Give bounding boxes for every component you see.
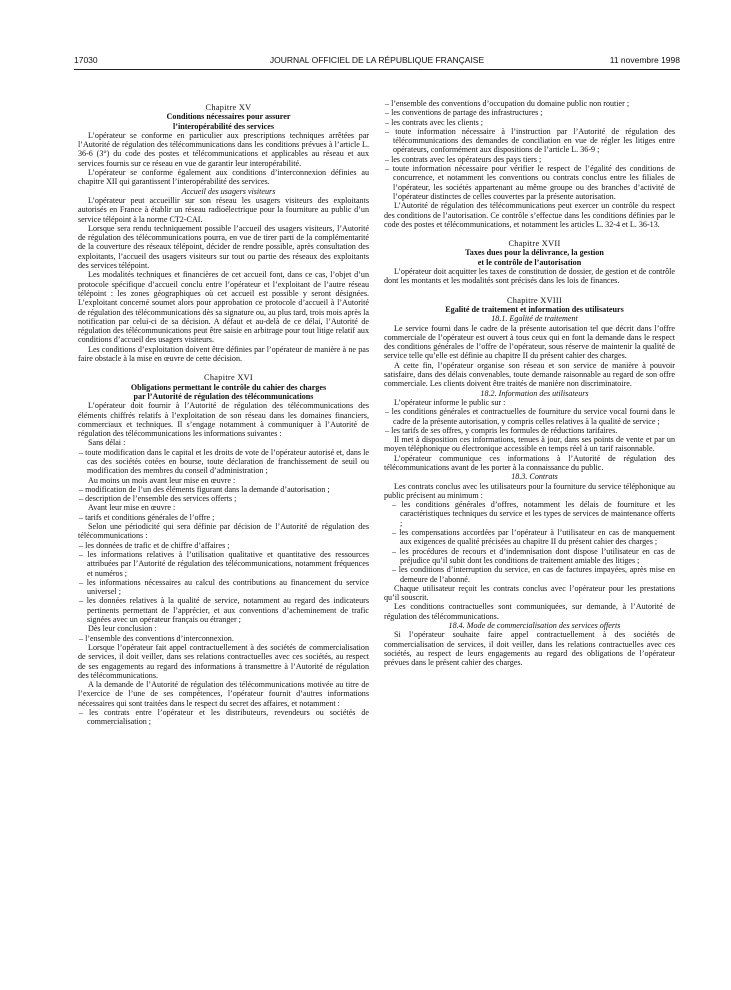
list-item: – les conditions générales et contractuelles de fourniture du service vocal fourni dans le cadre de la présente autorisation, y compris celles relatives à la qualité de service ; [385,407,675,426]
subheading-visiteurs: Accueil des usagers visiteurs [181,186,276,196]
list-item: – l’ensemble des conventions d’interconnexion. [79,633,234,643]
paragraph: L’opérateur communique ces informations à l’Autorité de régulation des télécommunications avant de les porter à la connaissance du public. [384,453,675,472]
paragraph: L’opérateur informe le public sur : [394,397,506,407]
list-item: – les informations nécessaires au calcul des contributions au financement du service universel ; [79,577,369,597]
list-item: – les compensations accordées par l’opérateur à l’utilisateur en cas de manquement aux exigences de qualité précisées au chapitre II du présent cahier des charges ; [392,528,675,547]
paragraph: Lorsque sera rendu techniquement possible l’accueil des usagers visiteurs, l’Autorité de régulation des télécommunications pourra, en vue de tirer parti de la complémentarité de la couverture des réseaux télépoint, décider de rendre possible, après consultation des exploitants, l’accueil des usagers visiteurs sur tout ou partie des réseaux des exploitants des services télépoint. [78,223,369,271]
list-item: – toute modification dans le capital et les droits de vote de l’opérateur autorisé et, dans le cas des sociétés cotées en bourse, toute déclaration de franchissement de seuil ou modification des membres du conseil d’administration ; [79,447,369,476]
paragraph: Le service fourni dans le cadre de la présente autorisation tel que décrit dans l’offre commerciale de l’opérateur est ouvert à tous ceux qui en font la demande dans le respect des conditions générales de l’offre de l’opérateur, sous réserve de maintenir la qualité de service telle qu’elle est définie au chapitre II du présent cahier des charges. [384,323,675,361]
paragraph: L’opérateur doit acquitter les taxes de constitution de dossier, de gestion et de contrôle dont les montants et les modalités sont précisés dans les lois de finances. [384,267,675,286]
paragraph: Les conditions contractuelles sont communiquées, sur demande, à l’Autorité de régulation des télécommunications. [384,602,675,621]
chapter-15-number: Chapitre XV [205,103,252,112]
paragraph: L’opérateur se conforme en particulier aux prescriptions techniques arrêtées par l’Autorité de régulation des télécommunications dans les conditions prévues à l’article L. 36-6 (3°) du code des postes et télécommunications et applicables au réseau et aux services fournis sur ce réseau en vue de garantir leur interopérabilité. [78,130,369,168]
list-item: – les informations relatives à l’utilisation qualitative et quantitative des ressources attribuées par l’Autorité de régulation des télécommunications, notamment fréquences et numéros ; [79,549,369,578]
chapter-16-title: Obligations permettant le contrôle du cahier des charges par l’Autorité de régulation des télécommunications [130,382,327,401]
paragraph: Il met à disposition ces informations, tenues à jour, dans ses points de vente et par un moyen téléphonique ou électronique accessible en temps réel à un tarif raisonnable. [384,435,675,454]
paragraph: Les contrats conclus avec les utilisateurs pour la fourniture du service téléphonique au public précisent au minimum : [384,481,675,500]
list-heading: Avant leur mise en œuvre : [88,503,176,513]
list-item: – les procédures de recours et d’indemnisation dont dispose l’utilisateur en cas de préjudice qu’il subit dont les conditions de traitement amiable des litiges ; [392,546,675,565]
subheading-18-4: 18.4. Mode de commercialisation des services offerts [448,621,621,631]
list-item: – les données relatives à la qualité de service, notamment au regard des indicateurs pertinents permettant de l’apprécier, et aux conventions d’acheminement de trafic signées avec un opérateur français ou étranger ; [79,596,369,625]
paragraph: Selon une périodicité qui sera définie par décision de l’Autorité de régulation des télécommunications : [78,522,369,541]
paragraph: Si l’opérateur souhaite faire appel contractuellement à des sociétés de commercialisation de services, il doit veiller, dans les relations contractuelles avec ces sociétés, au respect de leurs engagements au regard des obligations de l’opérateur prévues dans le présent cahier des charges. [384,630,675,668]
list-heading: Dès leur conclusion : [88,624,157,634]
issue-date: 11 novembre 1998 [609,55,680,65]
list-item: – les contrats avec les opérateurs des pays tiers ; [385,154,542,164]
paragraph: A la demande de l’Autorité de régulation des télécommunications motivée au titre de l’exercice de l’une de ses compétences, l’opérateur fournit d’autres informations nécessaires qui sont traitées dans le respect du secret des affaires, et notamment : [78,680,369,708]
left-column [78,103,369,727]
subheading-18-2: 18.2. Information des utilisateurs [480,388,589,398]
paragraph: Lorsque l’opérateur fait appel contractuellement à des sociétés de commercialisation de services, il doit veiller, dans ses relations contractuelles avec ces sociétés, au respect de ses engagements au regard des informations à transmettre à l’Autorité de régulation des télécommunications. [78,642,369,680]
list-heading: Sans délai : [88,438,126,448]
paragraph: Les conditions d’exploitation doivent être définies par l’opérateur de manière à ne pas faire obstacle à la mise en œuvre de cette décision. [78,344,369,364]
subheading-18-3: 18.3. Contrats [511,472,558,482]
list-item: – les conditions générales d’offres, notamment les délais de fourniture et les caractéristiques techniques du service et les types de services de maintenance offerts ; [392,500,675,528]
chapter-17-number: Chapitre XVII [508,239,561,249]
chapter-15-title: Conditions nécessaires pour assurer l’interopérabilité des services [166,112,291,131]
paragraph: A cette fin, l’opérateur organise son réseau et son service de manière à pouvoir satisfaire, dans des délais convenables, toute demande raisonnable au regard de son offre commerciale. Les clients doivent être traités de manière non discriminatoire. [384,360,675,389]
chapter-17-title: Taxes dues pour la délivrance, la gestion et le contrôle de l’autorisation [465,248,604,267]
paragraph: L’opérateur se conforme également aux conditions d’interconnexion définies au chapitre XII qui garantissent l’interopérabilité des services. [78,168,369,187]
list-item: – les conventions de partage des infrastructures ; [385,108,543,118]
list-item: – les contrats entre l’opérateur et les distributeurs, revendeurs ou sociétés de commercialisation ; [79,708,369,727]
paragraph: L’Autorité de régulation des télécommunications peut exercer un contrôle du respect des conditions de l’autorisation. Ce contrôle s’effectue dans les conditions définies par le code des postes et télécommunications, et notamment les articles L. 32-4 et L. 36-13. [384,201,675,229]
list-item: – les données de trafic et de chiffre d’affaires ; [79,540,230,550]
paragraph: L’opérateur peut accueillir sur son réseau les usagers visiteurs des exploitants autorisés en France à établir un réseau radioélectrique pour la fourniture au public d’un service télépoint à la norme CT2-CAI. [78,195,369,224]
list-item: – les conditions d’interruption du service, en cas de factures impayées, après mise en demeure de l’abonné. [392,565,675,584]
right-column [384,99,675,668]
list-item: – tarifs et conditions générales de l’offre ; [79,512,215,522]
chapter-18-number: Chapitre XVIII [506,295,563,305]
list-item: – toute information nécessaire à l’instruction par l’Autorité de régulation des télécommunications des demandes de conciliation en vue de régler les litiges entre opérateurs, conformément aux dispositions de l’article L. 36-9 ; [385,126,675,155]
list-item: – les contrats avec les clients ; [385,117,483,127]
header-rule [74,69,680,70]
list-item: – modification de l’un des éléments figurant dans la demande d’autorisation ; [79,484,330,494]
list-item: – toute information nécessaire pour vérifier le respect de l’égalité des conditions de concurrence, et notamment les conventions ou contrats conclus entre les filiales de l’opérateur, les sociétés appartenant au même groupe ou des branches d’activité de l’opérateur distinctes de celles couvertes par la présente autorisation. [385,164,675,201]
page-header [74,55,680,69]
list-item: – les tarifs de ses offres, y compris les formules de réductions tarifaires. [385,425,618,435]
subheading-18-1: 18.1. Egalité de traitement [491,314,578,324]
page-number: 17030 [74,55,98,65]
chapter-16-number: Chapitre XVI [204,373,253,383]
list-item: – l’ensemble des conventions d’occupation du domaine public non routier ; [385,99,630,108]
chapter-18-title: Egalité de traitement et information des utilisateurs [445,304,624,314]
paragraph: Chaque utilisateur reçoit les contrats conclus avec l’opérateur pour les prestations qu’il souscrit. [384,583,675,603]
list-heading: Au moins un mois avant leur mise en œuvre : [88,475,236,485]
paragraph: Les modalités techniques et financières de cet accueil font, dans ce cas, l’objet d’un protocole spécifique d’accueil conclu entre l’opérateur et l’exploitant de l’autre réseau télépoint : les zones géographiques où cet accueil est possible y seront désignées. L’exploitant concerné soumet alors pour approbation ce protocole d’accueil à l’Autorité de régulation des télécommunications dès sa signature ou, au plus tard, trois mois après la notification par celui-ci de sa décision. A défaut et au-delà de ce délai, l’Autorité de régulation des télécommunications peut être saisie en arbitrage pour tout litige relatif aux conditions d’accueil des usagers visiteurs. [78,270,369,345]
journal-title: JOURNAL OFFICIEL DE LA RÉPUBLIQUE FRANÇAISE [269,55,485,65]
list-item: – description de l’ensemble des services offerts ; [79,494,237,504]
paragraph: L’opérateur doit fournir à l’Autorité de régulation des télécommunications des éléments chiffrés relatifs à l’exploitation de son réseau dans les domaines financiers, commerciaux et techniques. Il s’engage notamment à communiquer à l’Autorité de régulation des télécommunications les informations suivantes : [78,401,369,439]
